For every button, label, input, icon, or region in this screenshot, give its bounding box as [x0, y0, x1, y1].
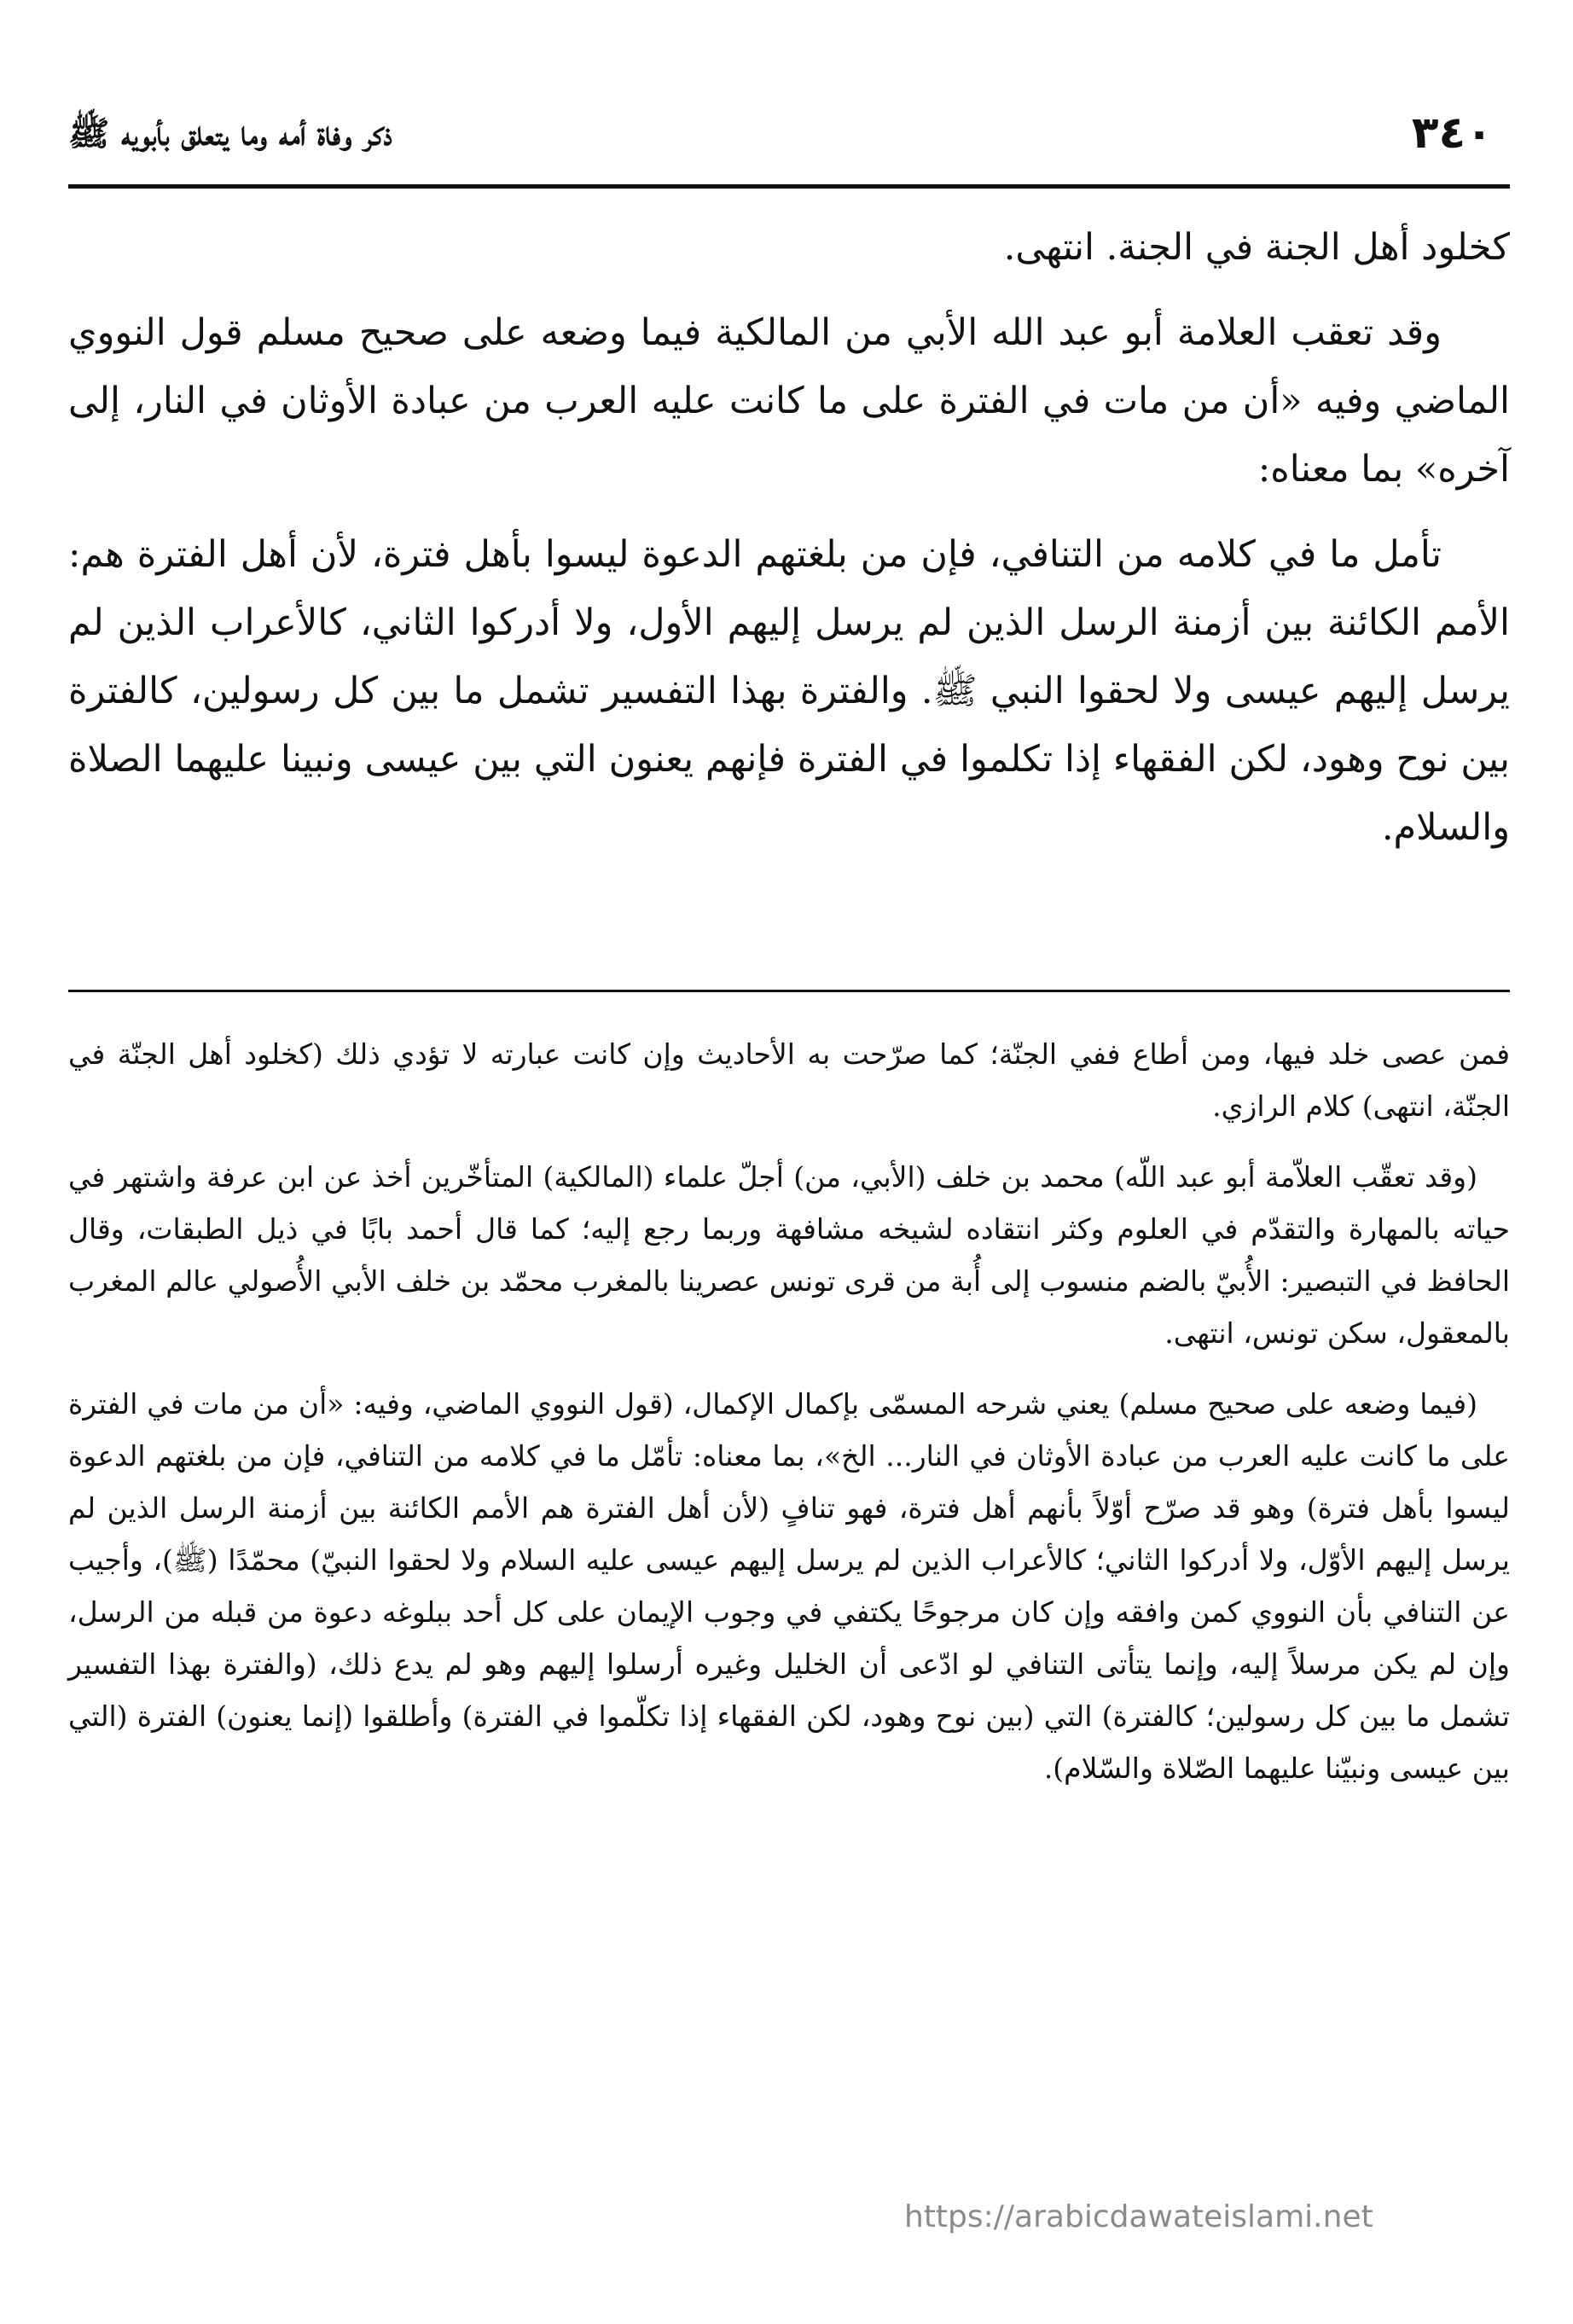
- commentary-text: [68, 1028, 1510, 1813]
- page-header: [68, 102, 1510, 177]
- commentary-divider: [68, 990, 1510, 992]
- commentary-paragraph: (فيما وضعه على صحيح مسلم) يعني شرحه المسمّى بإكمال الإكمال، (قول النووي الماضي، وفيه: «أن من مات في الفترة على ما كانت عليه العرب من عبادة الأوثان في النار... الخ»، بما معناه: تأمّل ما في كلامه من التنافي، فإن من بلغتهم الدعوة ليسوا بأهل فترة) وهو قد صرّح أوّلاً بأنهم أهل فترة، فهو تنافٍ (لأن أهل الفترة هم الأمم الكائنة بين أزمنة الرسل الذين لم يرسل إليهم الأوّل، ولا أدركوا الثاني؛ كالأعراب الذين لم يرسل إليهم عيسى عليه السلام ولا لحقوا النبيّ) محمّدًا (ﷺ)، وأجيب عن التنافي بأن النووي كمن وافقه وإن كان مرجوحًا يكتفي في وجوب الإيمان على كل أحد ببلوغه دعوة من قبله من الرسل، وإن لم يكن مرسلاً إليه، وإنما يتأتى التنافي لو ادّعى أن الخليل وغيره أرسلوا إليهم وهو لم يدع ذلك، (والفترة بهذا التفسير تشمل ما بين كل رسولين؛ كالفترة) التي (بين نوح وهود، لكن الفقهاء إذا تكلّموا في الفترة) وأطلقوا (إنما يعنون) الفترة (التي بين عيسى ونبيّنا عليهما الصّلاة والسّلام).: [68, 1387, 1510, 1785]
- commentary-paragraph: (وقد تعقّب العلاّمة أبو عبد اللّه) محمد بن خلف (الأبي، من) أجلّ علماء (المالكية) المتأخّرين أخذ عن ابن عرفة واشتهر في حياته بالمهارة والتقدّم في العلوم وكثر انتقاده لشيخه مشافهة وربما رجع إليه؛ كما قال أحمد بابًا في ذيل الطبقات، وقال الحافظ في التبصير: الأُبيّ بالضم منسوب إلى أُبة من قرى تونس عصرينا بالمغرب محمّد بن خلف الأبي الأُصولي عالم المغرب بالمعقول، سكن تونس، انتهى.: [68, 1160, 1510, 1350]
- header-rule: [68, 184, 1510, 189]
- main-paragraph: وقد تعقب العلامة أبو عبد الله الأبي من المالكية فيما وضعه على صحيح مسلم قول النووي الماضي وفيه «أن من مات في الفترة على ما كانت عليه العرب من عبادة الأوثان في النار، إلى آخره» بما معناه:: [68, 311, 1510, 491]
- main-text: [68, 213, 1510, 879]
- watermark-url: https://arabicdawateislami.net: [904, 2199, 1373, 2234]
- main-paragraph: كخلود أهل الجنة في الجنة. انتهى.: [1003, 226, 1510, 269]
- book-page: [68, 102, 1510, 2269]
- running-title: ذكر وفاة أمه وما يتعلق بأبويه ﷺ: [68, 113, 392, 154]
- page-number: ٣٤٠: [1411, 107, 1493, 159]
- commentary-paragraph: فمن عصى خلد فيها، ومن أطاع ففي الجنّة؛ كما صرّحت به الأحاديث وإن كانت عبارته لا تؤدي ذلك (كخلود أهل الجنّة في الجنّة، انتهى) كلام الرازي.: [68, 1037, 1510, 1123]
- main-paragraph: تأمل ما في كلامه من التنافي، فإن من بلغتهم الدعوة ليسوا بأهل فترة، لأن أهل الفترة هم: الأمم الكائنة بين أزمنة الرسل الذين لم يرسل إليهم الأول، ولا أدركوا الثاني، كالأعراب الذين لم يرسل إليهم عيسى ولا لحقوا النبي ﷺ. والفترة بهذا التفسير تشمل ما بين كل رسولين، كالفترة بين نوح وهود، لكن الفقهاء إذا تكلموا في الفترة فإنهم يعنون التي بين عيسى ونبينا عليهما الصلاة والسلام.: [68, 533, 1510, 849]
